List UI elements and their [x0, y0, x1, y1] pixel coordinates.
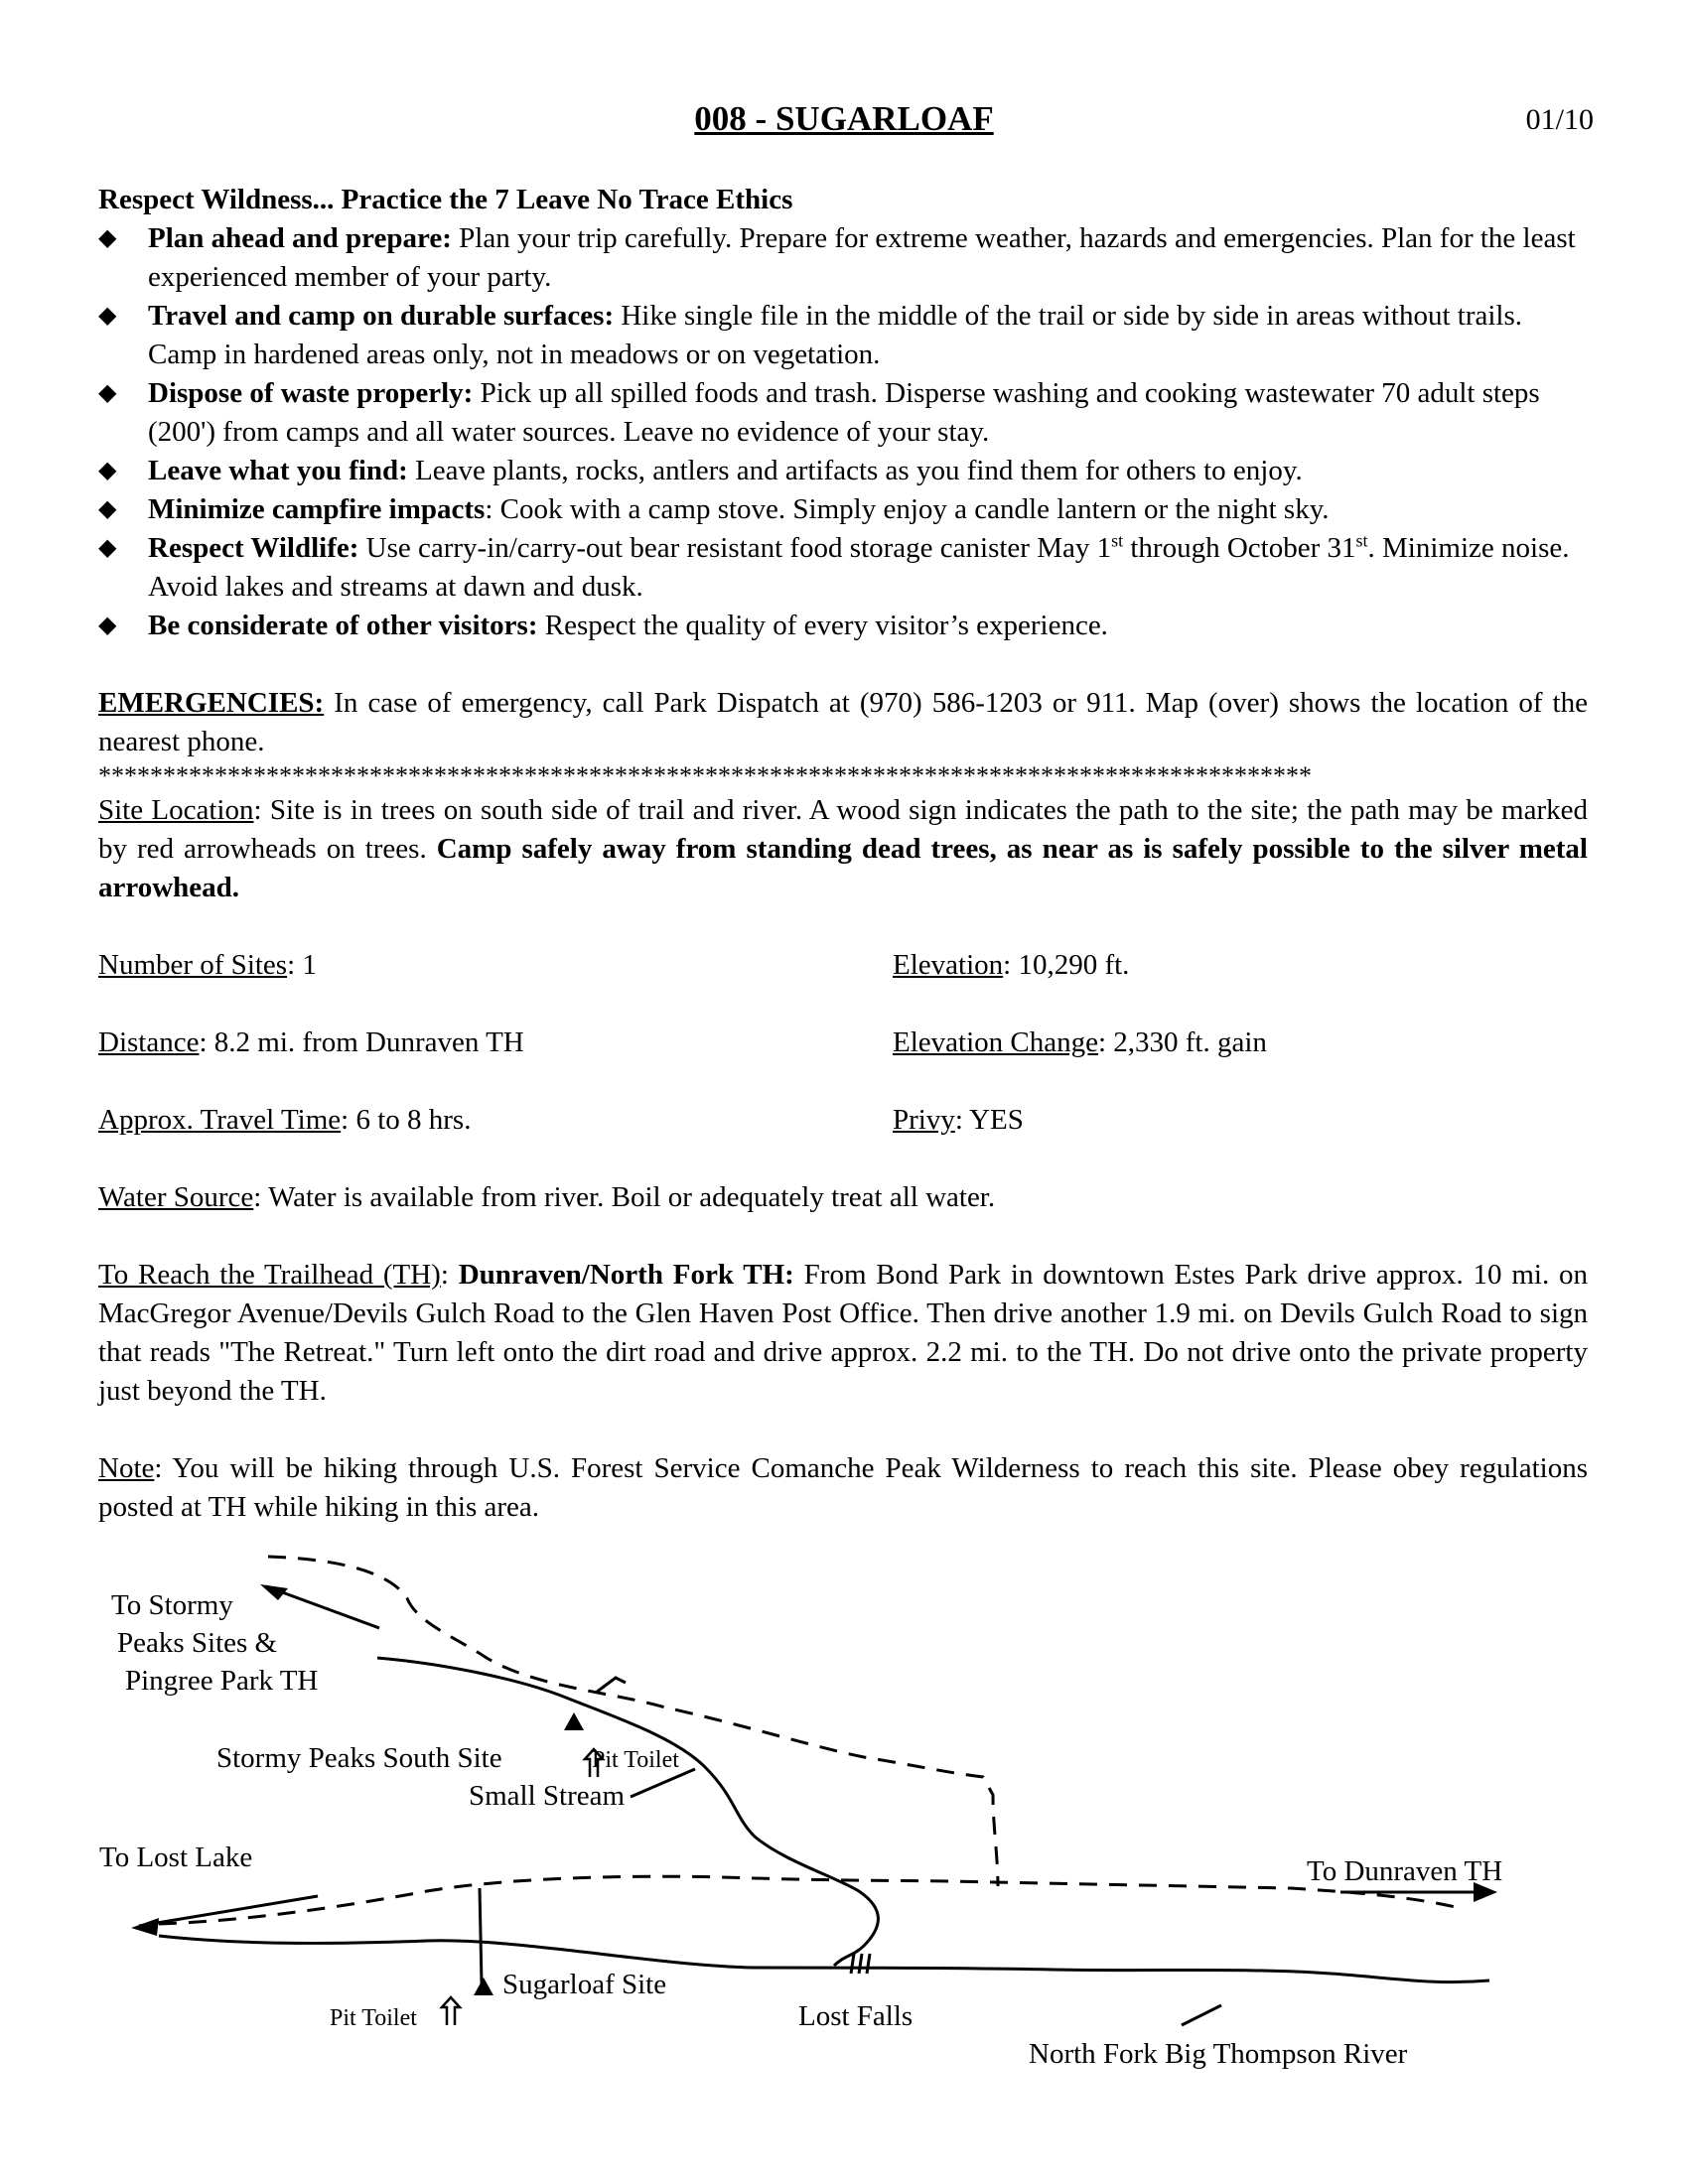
map-label: Lost Falls — [798, 2000, 914, 2032]
diamond-bullet-icon: ◆ — [98, 225, 117, 251]
diamond-bullet-icon: ◆ — [98, 380, 117, 406]
diamond-bullet-icon: ◆ — [98, 458, 117, 483]
map-label: North Fork Big Thompson River — [1029, 2038, 1408, 2070]
river — [159, 1936, 1489, 1982]
list-item: ◆ Plan ahead and prepare: Plan your trip carefully. Prepare for extreme weather, hazards and emergencies. Plan for the least experienced member of your party. — [98, 219, 1588, 297]
map-label: Small Stream — [469, 1780, 626, 1812]
diamond-bullet-icon: ◆ — [98, 303, 117, 329]
diamond-bullet-icon: ◆ — [98, 535, 117, 561]
campsite-icon — [564, 1712, 584, 1730]
map-label: Pit Toilet — [330, 2005, 417, 2031]
note-paragraph: Note: You will be hiking through U.S. Forest Service Comanche Peak Wilderness to reach this site. Please obey regulations posted at TH while hiking in this area. — [98, 1452, 1588, 1523]
map-label: Sugarloaf Site — [502, 1969, 667, 2000]
list-item: ◆ Leave what you find: Leave plants, rocks, antlers and artifacts as you find them for others to enjoy. — [98, 452, 1588, 490]
list-item: ◆ Travel and camp on durable surfaces: Hike single file in the middle of the trail or side by side in areas without trails. Camp in hardened areas only, not in meadows or on vegetation. — [98, 297, 1588, 374]
list-item: ◆ Be considerate of other visitors: Respect the quality of every visitor’s experience. — [98, 607, 1588, 645]
upper-trail — [268, 1557, 998, 1886]
diamond-bullet-icon: ◆ — [98, 613, 117, 638]
map-label: To Lost Lake — [99, 1842, 253, 1873]
lnt-list — [98, 219, 1588, 645]
trail-map — [99, 1529, 1539, 2085]
water-source: Water Source: Water is available from river. Boil or adequately treat all water. — [98, 1181, 996, 1213]
arrow-head — [260, 1584, 288, 1600]
map-label: Peaks Sites & — [117, 1627, 278, 1659]
page-title: 008 - SUGARLOAF — [694, 99, 994, 138]
small-stream — [377, 1658, 878, 1966]
map-label: Pit Toilet — [592, 1747, 679, 1773]
list-item: ◆ Respect Wildlife: Use carry-in/carry-out bear resistant food storage canister May 1st through October 31st. Minimize noise. Avoid lakes and streams at dawn and dusk. — [98, 530, 1570, 603]
arrow-head — [131, 1918, 159, 1936]
map-label: Stormy Peaks South Site — [216, 1742, 502, 1774]
facts-row: Approx. Travel Time: 6 to 8 hrs. Privy: YES — [98, 1104, 1024, 1136]
waterfall-icon — [851, 1954, 870, 1974]
list-item: ◆ Dispose of waste properly: Pick up all spilled foods and trash. Disperse washing and cooking wastewater 70 adult steps (200') from camps and all water sources. Leave no evidence of your stay. — [98, 374, 1588, 452]
document-body — [98, 181, 1588, 1527]
lnt-heading: Respect Wildness... Practice the 7 Leave No Trace Ethics — [98, 184, 793, 215]
map-label: To Dunraven TH — [1307, 1855, 1503, 1887]
divider: ********************************************************************************************** — [98, 761, 1312, 790]
list-item: ◆ Minimize campfire impacts: Cook with a camp stove. Simply enjoy a candle lantern or the night sky. — [98, 490, 1588, 529]
map-label: Pingree Park TH — [125, 1665, 319, 1697]
lost-lake-arrow-line — [139, 1896, 318, 1926]
diamond-bullet-icon: ◆ — [98, 496, 117, 522]
emergencies-paragraph: EMERGENCIES: In case of emergency, call Park Dispatch at (970) 586-1203 or 911. Map (over) shows the location of the nearest phone. — [98, 687, 1588, 757]
campsite-icon — [474, 1978, 493, 1995]
pit-toilet-icon — [442, 1997, 460, 2025]
facts-row: Number of Sites: 1 Elevation: 10,290 ft. — [98, 949, 1130, 981]
revision-date: 01/10 — [1525, 103, 1594, 136]
main-trail — [159, 1876, 1460, 1924]
map-label: To Stormy — [111, 1589, 233, 1621]
site-location-paragraph: Site Location: Site is in trees on south side of trail and river. A wood sign indicates the path to the site; the path may be marked by red arrowheads on trees. Camp safely away from standing dead trees, as near as is safely possible to the silver metal arrowhead. — [98, 794, 1589, 903]
trailhead-paragraph: To Reach the Trailhead (TH): Dunraven/North Fork TH: From Bond Park in downtown Estes Park drive approx. 10 mi. on MacGregor Avenue/Devils Gulch Road to the Glen Haven Post Office. Then drive another 1.9 mi. on Devils Gulch Road to sign that reads "The Retreat." Turn left onto the dirt road and drive approx. 2.2 mi. to the TH. Do not drive onto the private property just beyond the TH. — [98, 1259, 1589, 1407]
facts-row: Distance: 8.2 mi. from Dunraven TH Elevation Change: 2,330 ft. gain — [98, 1026, 1267, 1058]
